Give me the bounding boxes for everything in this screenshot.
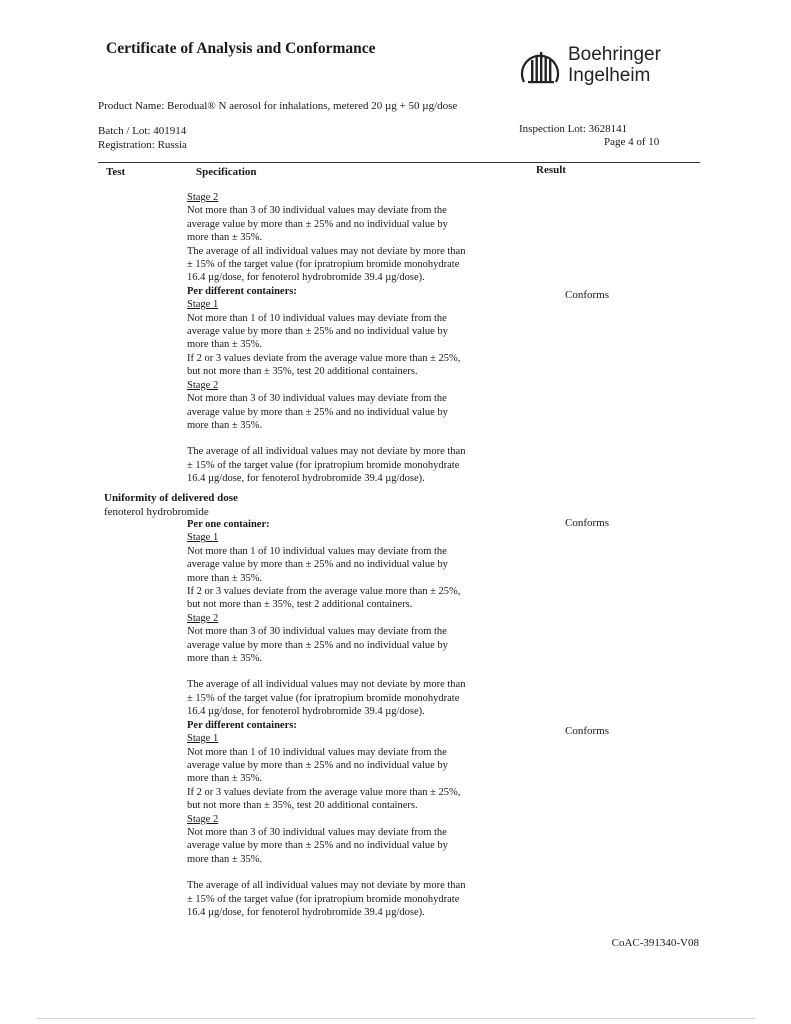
registration-row: [98, 138, 187, 152]
registration-label: Registration:: [98, 139, 155, 151]
spec-line: Not more than 3 of 30 individual values may deviate from the: [187, 205, 447, 217]
spec-line: average value by more than ± 25% and no individual value by: [187, 559, 448, 571]
spec-line: average value by more than ± 25% and no individual value by: [187, 639, 448, 651]
spec-line: ± 15% of the target value (for ipratropium bromide monohydrate: [187, 692, 460, 704]
inspection-lot-row: [519, 122, 627, 136]
spec-line: Not more than 1 of 10 individual values may deviate from the: [187, 746, 447, 758]
inspection-lot-value: 3628141: [588, 123, 628, 135]
spec-line: Not more than 3 of 30 individual values may deviate from the: [187, 826, 447, 838]
company-logo: [520, 44, 670, 86]
logo-line-2: Ingelheim: [568, 65, 651, 86]
test-name: Uniformity of delivered dose: [104, 492, 238, 504]
result-value: Conforms: [565, 517, 609, 529]
stage-heading: Stage 2: [187, 192, 219, 203]
document-code: CoAC-391340-V08: [611, 937, 699, 949]
spec-line: but not more than ± 35%, test 20 additional containers.: [187, 800, 418, 812]
spec-line: 16.4 µg/dose, for fenoterol hydrobromide 39.4 µg/dose).: [187, 906, 425, 918]
spec-line: Not more than 1 of 10 individual values may deviate from the: [187, 312, 447, 324]
spec-line: average value by more than ± 25% and no individual value by: [187, 326, 448, 338]
stage-heading: Stage 2: [187, 612, 219, 624]
registration-value: Russia: [157, 139, 187, 151]
batch-label: Batch / Lot:: [98, 125, 151, 137]
spec-line: ± 15% of the target value (for ipratropium bromide monohydrate: [187, 893, 460, 905]
product-name-row: [98, 99, 457, 113]
column-header-specification: Specification: [196, 166, 257, 178]
spec-line: more than ± 35%.: [187, 419, 263, 431]
spec-line: more than ± 35%.: [187, 773, 263, 785]
spec-line: average value by more than ± 25% and no individual value by: [187, 406, 448, 418]
stage-heading: Stage 2: [187, 813, 219, 825]
spec-line: If 2 or 3 values deviate from the average value more than ± 25%,: [187, 352, 461, 364]
company-logo-icon: [520, 44, 560, 86]
page-title: Certificate of Analysis and Conformance: [106, 40, 376, 57]
spec-line: more than ± 35%.: [187, 339, 263, 351]
spec-line: Not more than 3 of 30 individual values may deviate from the: [187, 626, 447, 638]
batch-row: [98, 124, 186, 138]
page-bottom-edge: [36, 1018, 756, 1019]
spec-line: ± 15% of the target value (for ipratropium bromide monohydrate: [187, 259, 460, 271]
column-header-result: Result: [536, 164, 566, 176]
stage-heading: Stage 1: [187, 532, 219, 544]
spec-line: The average of all individual values may not deviate by more than: [187, 880, 466, 892]
page-number: Page 4 of 10: [604, 136, 660, 148]
subsection-heading: Per different containers:: [187, 719, 297, 731]
result-value: Conforms: [565, 725, 609, 737]
spec-line: If 2 or 3 values deviate from the average value more than ± 25%,: [187, 586, 461, 598]
spec-line: If 2 or 3 values deviate from the average value more than ± 25%,: [187, 786, 461, 798]
batch-value: 401914: [153, 125, 187, 137]
spec-line: The average of all individual values may not deviate by more than: [187, 446, 466, 458]
spec-line: average value by more than ± 25% and no individual value by: [187, 840, 448, 852]
spec-line: but not more than ± 35%, test 2 additional containers.: [187, 599, 413, 611]
stage-heading: Stage 1: [187, 299, 219, 311]
inspection-lot-label: Inspection Lot:: [519, 123, 586, 135]
specification-block-2: [187, 518, 465, 919]
column-header-test: Test: [106, 166, 126, 178]
header-divider: [98, 162, 700, 163]
spec-line: average value by more than ± 25% and no individual value by: [187, 218, 448, 230]
product-name-value: Berodual® N aerosol for inhalations, metered 20 µg + 50 µg/dose: [167, 100, 458, 112]
spec-line: 16.4 µg/dose, for fenoterol hydrobromide 39.4 µg/dose).: [187, 706, 425, 718]
spec-line: The average of all individual values may not deviate by more than: [187, 245, 466, 257]
result-value: Conforms: [565, 289, 609, 301]
spec-line: average value by more than ± 25% and no individual value by: [187, 759, 448, 771]
spec-line: Not more than 1 of 10 individual values may deviate from the: [187, 545, 447, 557]
spec-line: more than ± 35%.: [187, 572, 263, 584]
subsection-heading: Per one container:: [187, 519, 270, 530]
stage-heading: Stage 2: [187, 379, 219, 391]
spec-line: 16.4 µg/dose, for fenoterol hydrobromide 39.4 µg/dose).: [187, 473, 425, 485]
stage-heading: Stage 1: [187, 733, 219, 745]
spec-line: 16.4 µg/dose, for fenoterol hydrobromide 39.4 µg/dose).: [187, 272, 425, 284]
logo-line-1: Boehringer: [568, 44, 661, 65]
subsection-heading: Per different containers:: [187, 285, 297, 297]
spec-line: more than ± 35%.: [187, 853, 263, 865]
spec-line: more than ± 35%.: [187, 653, 263, 665]
test-subname: fenoterol hydrobromide: [104, 506, 209, 518]
spec-line: but not more than ± 35%, test 20 additional containers.: [187, 366, 418, 378]
spec-line: Not more than 3 of 30 individual values may deviate from the: [187, 393, 447, 405]
spec-line: ± 15% of the target value (for ipratropium bromide monohydrate: [187, 459, 460, 471]
spec-line: The average of all individual values may not deviate by more than: [187, 679, 466, 691]
spec-line: more than ± 35%.: [187, 232, 263, 244]
product-name-label: Product Name:: [98, 100, 165, 112]
specification-block-1: [187, 191, 465, 486]
